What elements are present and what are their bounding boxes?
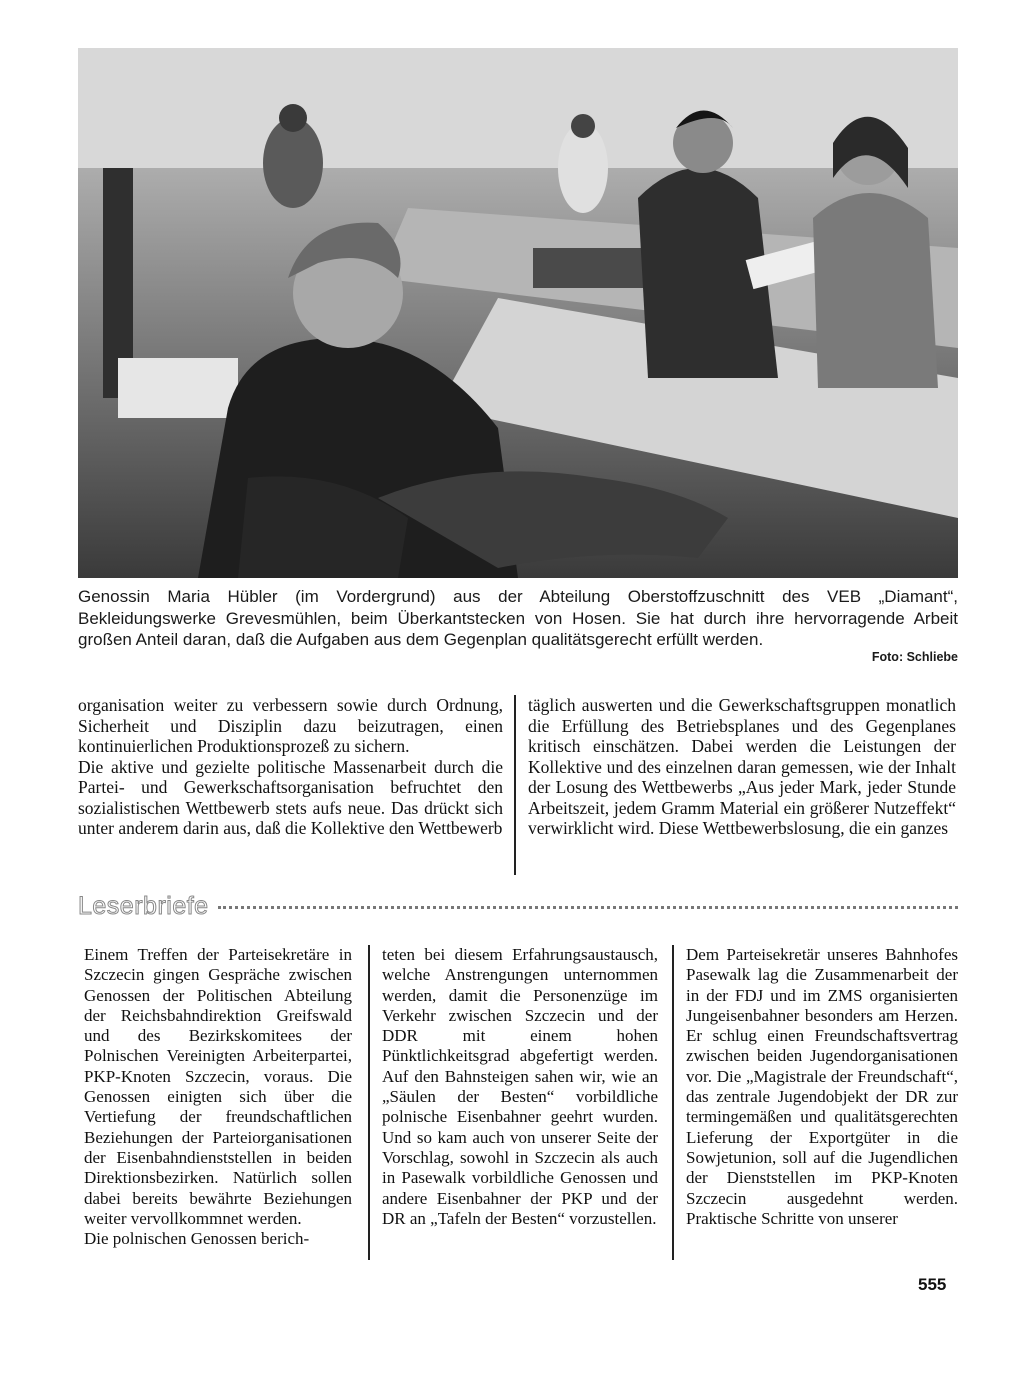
photo-credit: Foto: Schliebe (871, 650, 958, 664)
article-paragraph: organisation weiter zu verbessern sowie durch Ordnung, Sicherheit und Disziplin dazu beizutragen, einen kontinuierlichen Produktionsprozeß zu sichern. (78, 695, 503, 756)
section-rule (218, 906, 958, 909)
article-paragraph: Die aktive und gezielte politische Massenarbeit durch die Partei- und Gewerkschaftsorganisation befruchtet den sozialistischen Wettbewerb stets aufs neue. Das drückt sich unter anderem darin aus, daß die Kollektive den Wettbewerb (78, 756, 503, 838)
photo-caption: Genossin Maria Hübler (im Vordergrund) aus der Abteilung Oberstoffzuschnitt des VEB „Diamant“, Bekleidungswerke Grevesmühlen, beim Überkantstecken von Hosen. Sie hat durch ihre hervorragende Arbeit großen Anteil daran, daß die Aufgaben aus dem Gegenplan qualitätsgerecht erfüllt werden. (78, 587, 958, 649)
letters-paragraph: Die polnischen Genossen berich- (84, 1229, 310, 1249)
letters-paragraph: teten bei diesem Erfahrungsaustausch, welche Anstrengungen unternommen werden, damit die Personenzüge im Verkehr zwischen Szczecin und der DDR mit einem hohen Pünktlichkeitsgrad abgefertigt werden. Auf den Bahnsteigen sahen wir, wie an „Säulen der Besten“ vorbildliche polnische Eisenbahner geehrt wurden. Und so kam auch von unserer Seite der Vorschlag, sowohl in Szczecin als auch in Pasewalk vorbildliche Genossen und andere Eisenbahner der PKP und der DR an „Tafeln der Besten“ vorzustellen. (382, 945, 658, 1228)
letters-column-3 (686, 945, 958, 1229)
column-divider (672, 945, 674, 1260)
letters-paragraph: Dem Parteisekretär unseres Bahnhofes Pasewalk lag die Zusammenarbeit der in der FDJ und im ZMS organisierten Jungeisenbahner besonders am Herzen. Er schlug einen Freundschaftsvertrag zwischen beiden Jugendorganisationen vor. Die „Magistrale der Freundschaft“, das zentrale Jugendobjekt der DR zur termingemäßen und qualitätsgerechten Lieferung der Exportgüter in die Sowjetunion, soll auf die Jugendlichen der Dienststellen im PKP-Knoten Szczecin ausgedehnt werden. Praktische Schritte von unserer (686, 945, 958, 1228)
letters-column-1 (84, 945, 352, 1249)
letters-column-2 (382, 945, 658, 1229)
section-title-leserbriefe: Leserbriefe (78, 892, 209, 920)
column-divider (514, 695, 516, 875)
sewing-workers-photo (78, 48, 958, 578)
factory-photo (78, 48, 958, 578)
article-column-2 (528, 695, 956, 839)
article-paragraph: täglich auswerten und die Gewerkschaftsgruppen monatlich die Erfüllung des Betriebsplanes und des Gegenplanes kritisch einschätzen. Dabei werden die Leistungen der Kollektive und des einzelnen daran gemessen, wie der Inhalt der Losung des Wettbewerbs „Aus jeder Mark, jeder Stunde Arbeitszeit, jedem Gramm Material ein größerer Nutzeffekt“ verwirklicht wird. Diese Wettbewerbslosung, die ein ganzes (528, 695, 956, 838)
article-column-1 (78, 695, 503, 839)
page-number: 555 (918, 1275, 947, 1294)
column-divider (368, 945, 370, 1260)
letters-paragraph: Einem Treffen der Parteisekretäre in Szczecin gingen Gespräche zwischen Genossen der Politischen Abteilung der Reichsbahndirektion Greifswald und des Bezirkskomitees der Polnischen Vereinigten Arbeiterpartei, PKP-Knoten Szczecin, voraus. Die Genossen einigten sich über die Vertiefung der freundschaftlichen Beziehungen der Parteiorganisationen der Eisenbahndienststellen in beiden Direktionsbezirken. Natürlich sollen dabei bereits bewährte Beziehungen weiter vervollkommnet werden. (84, 945, 352, 1228)
